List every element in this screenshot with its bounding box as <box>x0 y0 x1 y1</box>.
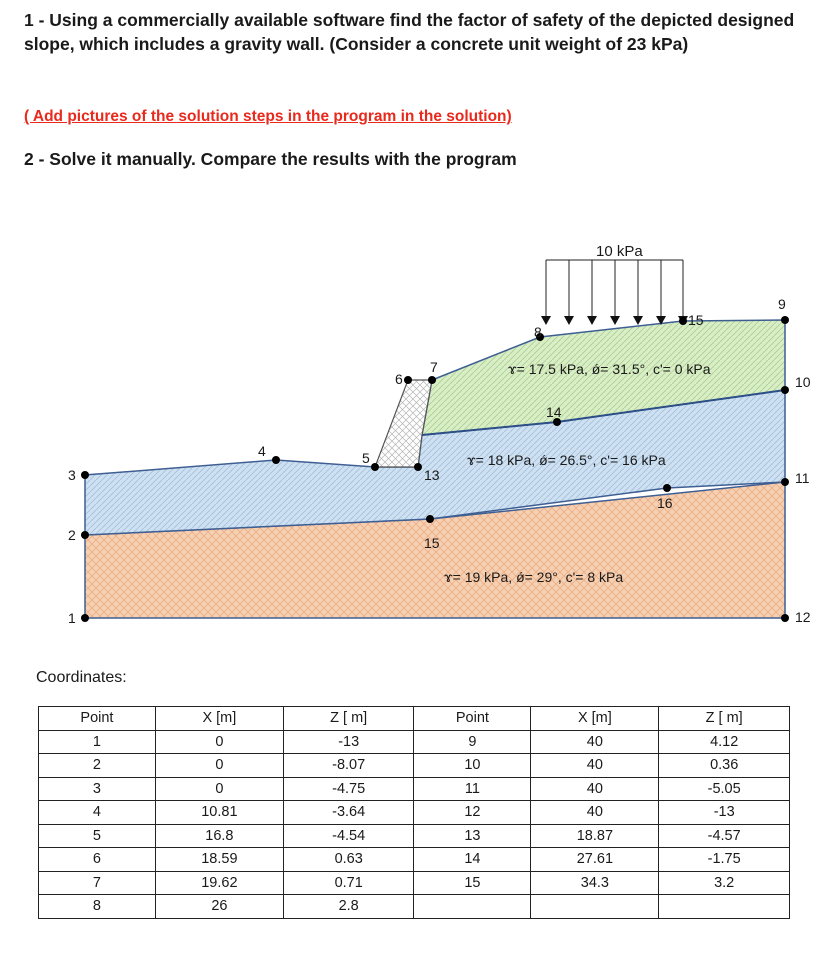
table-cell: 5 <box>39 824 156 848</box>
table-cell <box>414 895 531 919</box>
table-cell: 40 <box>531 801 659 825</box>
table-cell: 26 <box>155 895 283 919</box>
table-cell: 12 <box>414 801 531 825</box>
question-2-text: 2 - Solve it manually. Compare the results with the program <box>24 149 517 169</box>
table-cell: -13 <box>659 801 790 825</box>
table-cell: 14 <box>414 848 531 872</box>
table-cell: -1.75 <box>659 848 790 872</box>
table-cell: -13 <box>283 730 414 754</box>
table-cell: 4 <box>39 801 156 825</box>
table-row <box>39 754 790 778</box>
table-cell: 13 <box>414 824 531 848</box>
table-cell: -3.64 <box>283 801 414 825</box>
table-cell: -4.54 <box>283 824 414 848</box>
point-label-7: 7 <box>430 359 438 375</box>
table-cell: 27.61 <box>531 848 659 872</box>
table-cell: 11 <box>414 777 531 801</box>
header-point-2: Point <box>414 707 531 731</box>
table-cell: 3 <box>39 777 156 801</box>
question-1-text: 1 - Using a commercially available software find the factor of safety of the depicted designed slope, which includes a gravity wall. (Consider a concrete unit weight of 23 kPa) <box>24 10 795 54</box>
point-label-16: 16 <box>657 495 673 511</box>
table-cell: 15 <box>414 871 531 895</box>
coordinates-table <box>38 706 790 919</box>
table-cell: 40 <box>531 754 659 778</box>
table-cell: -5.05 <box>659 777 790 801</box>
table-row <box>39 824 790 848</box>
table-cell: 3.2 <box>659 871 790 895</box>
table-cell: 10.81 <box>155 801 283 825</box>
table-cell: 34.3 <box>531 871 659 895</box>
table-cell <box>531 895 659 919</box>
point-label-2: 2 <box>68 527 76 543</box>
table-cell: 7 <box>39 871 156 895</box>
table-cell: 9 <box>414 730 531 754</box>
table-cell: 2 <box>39 754 156 778</box>
slope-diagram <box>0 230 825 640</box>
table-row <box>39 777 790 801</box>
header-x: X [m] <box>155 707 283 731</box>
table-cell: 18.87 <box>531 824 659 848</box>
header-z-2: Z [ m] <box>659 707 790 731</box>
point-label-13: 13 <box>424 467 440 483</box>
point-label-11: 11 <box>795 470 810 486</box>
point-label-14: 14 <box>546 404 562 420</box>
table-row <box>39 848 790 872</box>
table-cell: 0 <box>155 730 283 754</box>
table-cell: 0 <box>155 777 283 801</box>
table-cell: 40 <box>531 730 659 754</box>
table-cell <box>659 895 790 919</box>
table-cell: 0.63 <box>283 848 414 872</box>
table-cell: 0 <box>155 754 283 778</box>
header-z: Z [ m] <box>283 707 414 731</box>
table-cell: 4.12 <box>659 730 790 754</box>
point-label-8: 8 <box>534 324 542 340</box>
coordinates-label: Coordinates: <box>36 669 127 686</box>
point-label-15b: 15 <box>688 312 704 328</box>
table-cell: 1 <box>39 730 156 754</box>
table-cell: -4.75 <box>283 777 414 801</box>
table-cell: 0.71 <box>283 871 414 895</box>
layer-mid-label: ɤ= 18 kPa, ǿ= 26.5°, c'= 16 kPa <box>467 452 666 468</box>
table-row <box>39 801 790 825</box>
table-header-row <box>39 707 790 731</box>
table-cell: 6 <box>39 848 156 872</box>
point-label-12: 12 <box>795 609 811 625</box>
point-label-5: 5 <box>362 450 370 466</box>
table-cell: -4.57 <box>659 824 790 848</box>
table-cell: 0.36 <box>659 754 790 778</box>
header-point: Point <box>39 707 156 731</box>
table-cell: 40 <box>531 777 659 801</box>
table-cell: 18.59 <box>155 848 283 872</box>
table-cell: -8.07 <box>283 754 414 778</box>
table-cell: 10 <box>414 754 531 778</box>
table-cell: 8 <box>39 895 156 919</box>
table-row <box>39 730 790 754</box>
load-label: 10 kPa <box>596 243 643 260</box>
distributed-load <box>546 260 683 316</box>
point-label-10: 10 <box>795 374 811 390</box>
point-label-1: 1 <box>68 610 76 626</box>
layer-bottom-label: ɤ= 19 kPa, ǿ= 29°, c'= 8 kPa <box>444 569 624 585</box>
layer-top-label: ɤ= 17.5 kPa, ǿ= 31.5°, c'= 0 kPa <box>508 361 711 377</box>
point-label-15: 15 <box>424 535 440 551</box>
table-row <box>39 871 790 895</box>
point-label-6: 6 <box>395 371 403 387</box>
point-label-9: 9 <box>778 296 786 312</box>
table-cell: 19.62 <box>155 871 283 895</box>
table-cell: 2.8 <box>283 895 414 919</box>
table-row <box>39 895 790 919</box>
solution-note: ( Add pictures of the solution steps in the program in the solution) <box>24 108 512 125</box>
point-label-3: 3 <box>68 467 76 483</box>
point-label-4: 4 <box>258 443 266 459</box>
table-cell: 16.8 <box>155 824 283 848</box>
header-x-2: X [m] <box>531 707 659 731</box>
